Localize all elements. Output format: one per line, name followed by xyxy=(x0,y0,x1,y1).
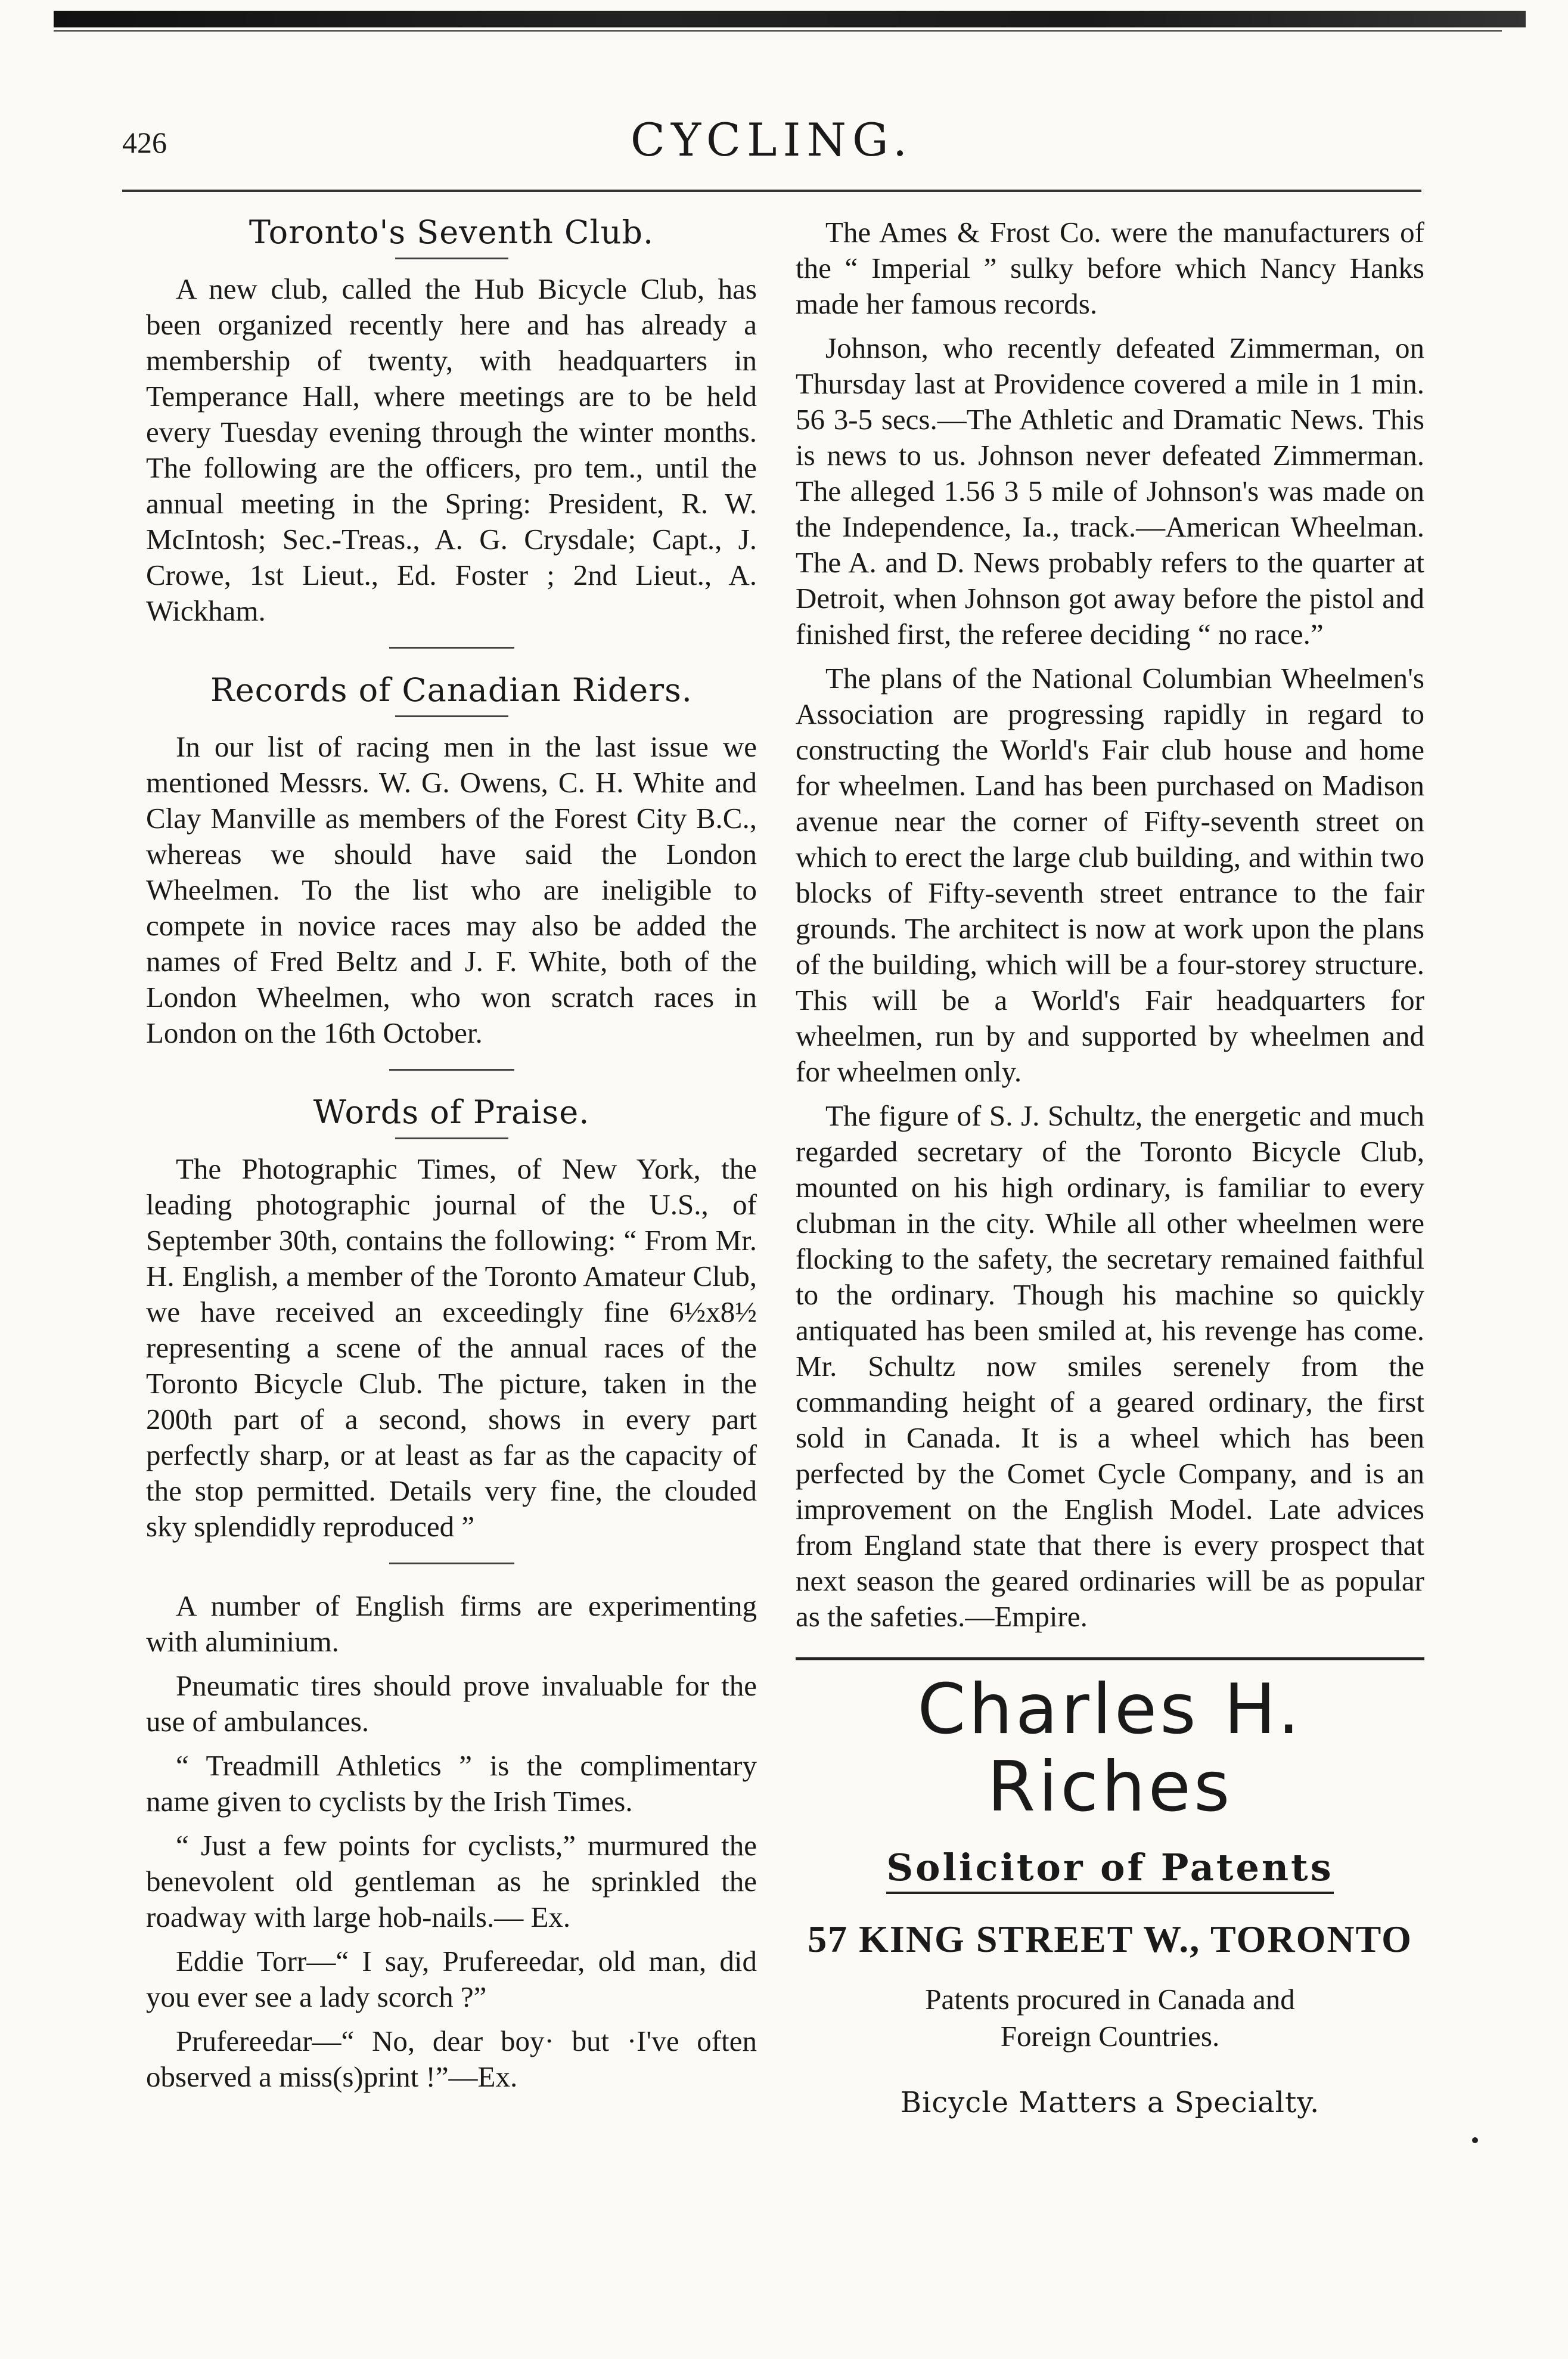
advertiser-address: 57 KING STREET W., TORONTO xyxy=(808,1918,1412,1960)
left-column xyxy=(146,215,757,2103)
paragraph-prufereedar: Prufereedar—“ No, dear boy· but ·I've often observed a miss(s)print !”—Ex. xyxy=(146,2025,757,2093)
paragraph-aluminium: A number of English firms are experimenting with aluminium. xyxy=(146,1589,757,1658)
page-header xyxy=(122,107,1421,191)
advertiser-name: Charles H. Riches xyxy=(917,1669,1303,1827)
section-divider xyxy=(395,1137,508,1139)
advertiser-title-text: Solicitor of Patents xyxy=(886,1846,1333,1894)
paragraph-photographic-times: The Photographic Times, of New York, the leading photographic journal of the U.S., of September 30th, contains the following: “ From Mr. H. English, a member of the Toronto Amateur Club, we have received an exceedingly fine 6½x8½ representing a scene of the annual races of the Toronto Bicycle Club. The picture, taken in the 200th part of a second, shows in every part perfectly sharp, or at least as far as the capacity of the stop permitted. Details very fine, the clouded sky splendidly reproduced ” xyxy=(146,1152,757,1543)
header-rule xyxy=(122,190,1421,192)
paragraph-columbian-wheelmen: The plans of the National Columbian Wheelmen's Association are progressing rapidly in regard to constructing the World's Fair club house and home for wheelmen. Land has been purchased on Madison avenue near the corner of Fifty-seventh street on which to erect the large club building, and within two blocks of Fifty-seventh street entrance to the fair grounds. The architect is now at work upon the plans of the building, which will be a four-storey structure. This will be a World's Fair headquarters for wheelmen, run by and supported by wheelmen and for wheelmen only. xyxy=(796,662,1424,1088)
section-divider xyxy=(389,1563,514,1564)
section-title-records-of-canadian-riders: Records of Canadian Riders. xyxy=(210,671,693,709)
paragraph-hub-bicycle-club: A new club, called the Hub Bicycle Club, has been organized recently here and has already a membership of twenty, with headquarters in Temperance Hall, where meetings are to be held every Tuesday evening through the winter months. The following are the officers, pro tem., until the annual meeting in the Spring: President, R. W. McIntosh; Sec.-Treas., A. G. Crysdale; Capt., J. Crowe, 1st Lieut., Ed. Foster ; 2nd Lieut., A. Wickham. xyxy=(146,272,757,627)
paragraph-eddie-torr: Eddie Torr—“ I say, Prufereedar, old man, did you ever see a lady scorch ?” xyxy=(146,1945,757,2013)
paragraph-ames-frost: The Ames & Frost Co. were the manufacturers of the “ Imperial ” sulky before which Nancy Hanks made her famous records. xyxy=(796,216,1424,320)
top-border-rule xyxy=(54,30,1502,32)
advertiser-title xyxy=(796,1846,1424,1889)
section-divider xyxy=(395,258,508,259)
paragraph-treadmill-athletics: “ Treadmill Athletics ” is the complimentary name given to cyclists by the Irish Times. xyxy=(146,1749,757,1818)
advertiser-line-1: Patents procured in Canada and xyxy=(925,1983,1295,2016)
page-number: 426 xyxy=(122,126,167,159)
advertiser-specialty: Bicycle Matters a Specialty. xyxy=(900,2086,1320,2119)
stray-mark xyxy=(1472,2137,1478,2143)
paragraph-johnson: Johnson, who recently defeated Zimmerman, on Thursday last at Providence covered a mile in 1 min. 56 3-5 secs.—The Athletic and Dramatic News. This is news to us. Johnson never defeated Zimmerman. The alleged 1.56 3 5 mile of Johnson's was made on the Independence, Ia., track.—American Wheelman. The A. and D. News probably refers to the quarter at Detroit, when Johnson got away before the pistol and finished first, the referee deciding “ no race.” xyxy=(796,331,1424,650)
section-title-torontos-seventh-club: Toronto's Seventh Club. xyxy=(249,213,654,251)
section-divider xyxy=(389,647,514,649)
top-border-bar xyxy=(54,11,1526,27)
paragraph-hob-nails: “ Just a few points for cyclists,” murmured the benevolent old gentleman as he sprinkled the roadway with large hob-nails.— Ex. xyxy=(146,1829,757,1933)
section-title-words-of-praise: Words of Praise. xyxy=(313,1093,590,1131)
section-divider xyxy=(389,1069,514,1071)
paragraph-pneumatic-tires: Pneumatic tires should prove invaluable for the use of ambulances. xyxy=(146,1669,757,1738)
advertisement xyxy=(796,1671,1424,2121)
section-divider xyxy=(395,715,508,717)
paragraph-schultz: The figure of S. J. Schultz, the energetic and much regarded secretary of the Toronto Bicycle Club, mounted on his high ordinary, is familiar to every clubman in the city. While all other wheelmen were flocking to the safety, the secretary remained faithful to the ordinary. Though his machine so quickly antiquated has been smiled at, his revenge has come. Mr. Schultz now smiles serenely from the commanding height of a geared ordinary, the first sold in Canada. It is a wheel which has been perfected by the Comet Cycle Company, and is an improvement on the English Model. Late advices from England state that there is every prospect that next season the geared ordinaries will be as popular as the safeties.—Empire. xyxy=(796,1099,1424,1633)
advertiser-line-2: Foreign Countries. xyxy=(1000,2020,1220,2053)
journal-title: CYCLING. xyxy=(630,113,914,166)
advertisement-rule xyxy=(796,1657,1424,1660)
paragraph-racing-men: In our list of racing men in the last issue we mentioned Messrs. W. G. Owens, C. H. White and Clay Manville as members of the Forest City B.C., whereas we should have said the London Wheelmen. To the list who are ineligible to compete in novice races may also be added the names of Fred Beltz and J. F. White, both of the London Wheelmen, who won scratch races in London on the 16th October. xyxy=(146,730,757,1049)
right-column xyxy=(796,215,1424,2121)
